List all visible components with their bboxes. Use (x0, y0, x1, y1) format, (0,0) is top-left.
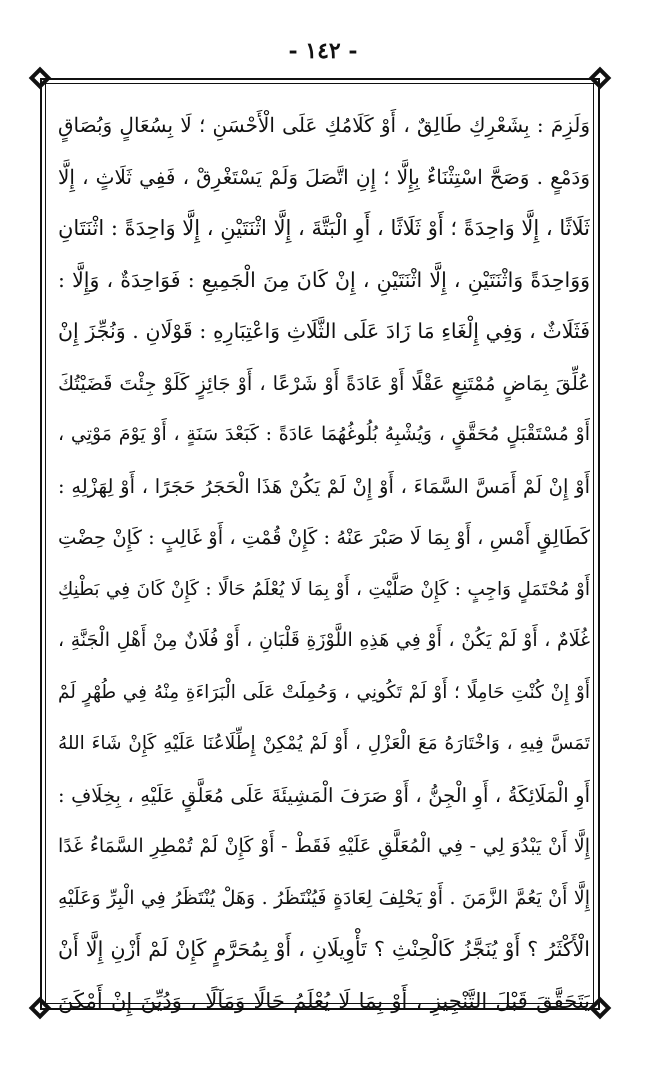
text-line: أَوْ إِنْ لَمْ أَمَسَّ السَّمَاءَ ، أَوْ إِنْ لَمْ يَكُنْ هَذَا الْحَجَرُ حَجَرًا ، أَوْ لِهَزْلِهِ : (58, 474, 590, 498)
page-number: - ١٤٢ - (288, 38, 358, 64)
text-line: وَوَاحِدَةً وَاثْنَتَيْنِ ، إِلَّا اثْنَتَيْنِ ، إِنْ كَانَ مِنَ الْجَمِيعِ : فَوَاحِدَةٌ ، وَإِلَّا : (58, 267, 590, 292)
frame-right-inner-rule (593, 83, 594, 1005)
frame-top-rule (40, 78, 600, 80)
text-line: أَوْ مُحْتَمَلٍ وَاجِبٍ : كَإِنْ صَلَّيْتِ ، أَوْ بِمَا لَا يُعْلَمُ حَالًا : كَإِنْ كَانَ فِي بَطْنِكِ (58, 578, 590, 600)
text-line: غُلَامٌ ، أَوْ لَمْ يَكُنْ ، أَوْ فِي هَذِهِ اللَّوْزَةِ قَلْبَانِ ، أَوْ فُلَانٌ مِنْ أَهْلِ الْجَنَّةِ ، (58, 629, 590, 651)
text-line: تَمَسَّ فِيهِ ، وَاخْتَارَهُ مَعَ الْعَزْلِ ، أَوْ لَمْ يُمْكِنْ إِطِّلَاعُنَا عَلَيْهِ كَإِنْ شَاءَ اللهُ (58, 733, 590, 754)
text-line: أَوْ مُسْتَقْبَلٍ مُحَقَّقٍ ، وَيُشْبِهُ بُلُوغُهُمَا عَادَةً : كَبَعْدَ سَنَةٍ ، أَوْ يَوْمَ مَوْتِي ، (58, 423, 590, 445)
text-line: أَوْ إِنْ كُنْتِ حَامِلًا ؛ أَوْ لَمْ تَكُونِي ، وَحُمِلَتْ عَلَى الْبَرَاءَةِ مِنْهُ فِي طُهْرٍ لَمْ (58, 681, 590, 703)
text-line: ثَلَاثًا ، إِلَّا وَاحِدَةً ؛ أَوْ ثَلَاثًا ، أَوِ الْبَتَّةَ ، إِلَّا اثْنَتَيْنِ ، إِلَّا وَاحِدَةً : اثْنَتَانِ (58, 216, 590, 240)
text-line: إِلَّا أَنْ يَبْدُوَ لِي - فِي الْمُعَلَّقِ عَلَيْهِ فَقَطْ - أَوْ كَإِنْ لَمْ تُمْطِرِ السَّمَاءُ غَدًا (58, 835, 590, 857)
text-line: الْأَكْثَرُ ؟ أَوْ يُنَجَّزُ كَالْحِنْثِ ؟ تَأْوِيلَانِ ، أَوْ بِمُحَرَّمٍ كَإِنْ لَمْ أَزْنِ إِلَّا أَنْ (58, 937, 590, 961)
frame-left-rule (40, 78, 42, 1010)
text-line: أَوِ الْمَلَائِكَةُ ، أَوِ الْجِنُّ ، أَوْ صَرَفَ الْمَشِيئَةَ عَلَى مُعَلَّقٍ عَلَيْهِ ، بِخِلَافِ : (58, 783, 590, 807)
body-text (58, 100, 590, 1027)
text-line: وَلَزِمَ : بِشَعْرِكِ طَالِقٌ ، أَوْ كَلَامُكِ عَلَى الْأَحْسَنِ ؛ لَا بِسُعَالٍ وَبُصَاقٍ (58, 113, 590, 137)
frame-top-inner-rule (40, 83, 600, 84)
text-line: عُلِّقَ بِمَاضٍ مُمْتَنِعٍ عَقْلًا أَوْ عَادَةً أَوْ شَرْعًا ، أَوْ جَائِزٍ كَلَوْ جِئْتَ قَضَيْتُكَ (58, 371, 590, 395)
text-line: فَثَلَاثٌ ، وَفِي إِلْغَاءِ مَا زَادَ عَلَى الثَّلَاثِ وَاعْتِبَارِهِ : قَوْلَانِ . وَنُجِّزَ إِنْ (58, 319, 590, 343)
text-line: إِلَّا أَنْ يَعُمَّ الزَّمَنَ . أَوْ يَحْلِفَ لِعَادَةٍ فَيُنْتَظَرُ . وَهَلْ يُنْتَظَرُ فِي الْبِرِّ وَعَلَيْهِ (58, 886, 590, 909)
frame-left-inner-rule (45, 83, 46, 1005)
text-line: كَطَالِقٍ أَمْسِ ، أَوْ بِمَا لَا صَبْرَ عَنْهُ : كَإِنْ قُمْتِ ، أَوْ غَالِبٍ : كَإِنْ حِضْتِ (58, 526, 590, 549)
frame-right-rule (598, 78, 600, 1010)
text-line: وَدَمْعٍ . وَصَحَّ اسْتِثْنَاءٌ بِإِلَّا ؛ إِنِ اتَّصَلَ وَلَمْ يَسْتَغْرِقْ ، فَفِي ثَلَاثٍ ، إِلَّا (58, 164, 590, 189)
text-line: يَتَحَقَّقَ قَبْلَ التَّنْجِيزِ ، أَوْ بِمَا لَا يُعْلَمُ حَالًا وَمَآلًا ، وَدُيِّنَ إِنْ أَمْكَنَ (58, 988, 590, 1013)
